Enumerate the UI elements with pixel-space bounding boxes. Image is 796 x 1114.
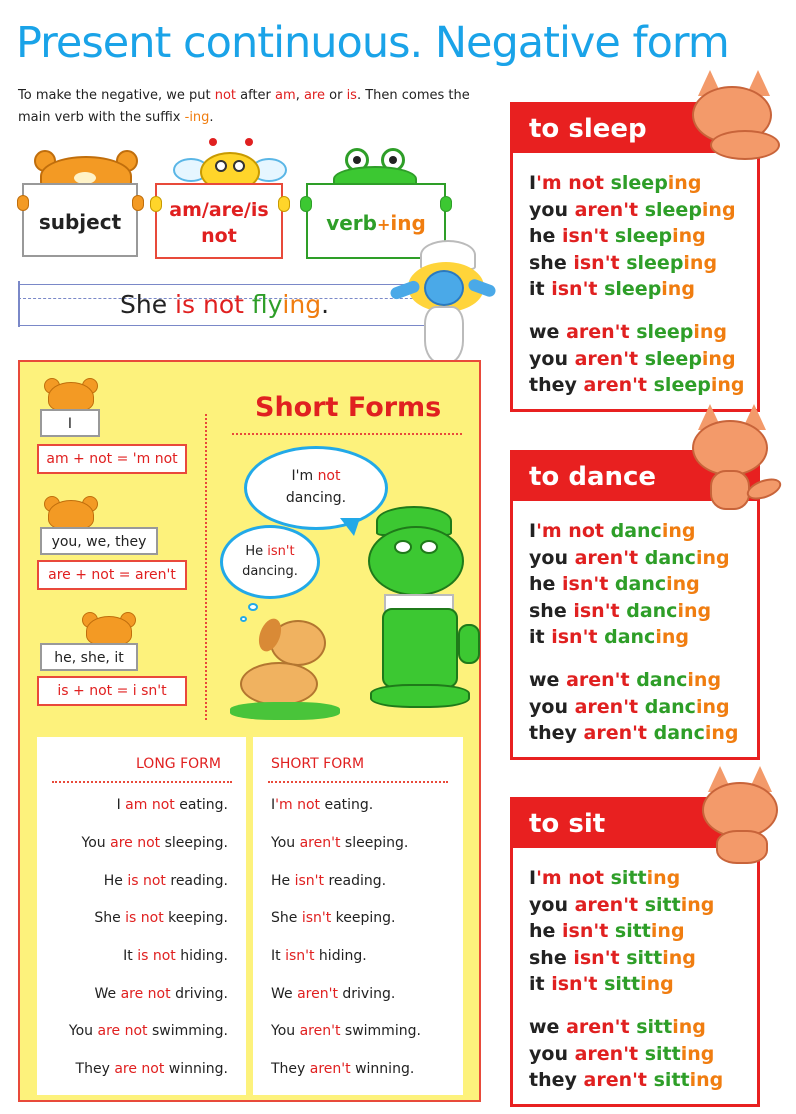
card-title: to sit (513, 800, 757, 848)
conjugation-row (529, 971, 674, 998)
row-subject: They (271, 1061, 310, 1077)
row-aux: are not (110, 835, 161, 851)
conj-subject: he (529, 225, 563, 247)
conj-verb: sitt (636, 1016, 673, 1038)
conj-verb: sitt (644, 893, 681, 916)
fox-icon (690, 766, 786, 866)
conj-ing: ing (695, 546, 730, 569)
long-form-row (123, 948, 228, 964)
example-ing: ing (282, 290, 322, 319)
aux-sign-line2: not (201, 225, 237, 247)
bee-hand-icon (278, 196, 290, 212)
conjugation-row (529, 1067, 723, 1094)
example-sentence (120, 290, 329, 319)
conj-verb: danc (653, 722, 705, 744)
long-form-row (117, 797, 228, 813)
conjugation-row (529, 223, 706, 250)
conj-subject: you (529, 893, 575, 916)
conjugation-row (529, 624, 689, 651)
conj-aux: aren't (566, 321, 637, 343)
row-subject: I (271, 797, 276, 813)
row-subject: You (68, 1023, 98, 1039)
conj-ing: ing (661, 278, 695, 300)
conjugation-row (529, 372, 744, 399)
fox-icon (690, 404, 786, 514)
conj-aux: aren't (574, 198, 645, 221)
intro-part: after (236, 88, 276, 103)
intro-ing: -ing (184, 110, 210, 125)
short-forms-title: Short Forms (255, 392, 442, 423)
pronoun-box-i: I (40, 409, 100, 437)
conj-subject: it (529, 278, 552, 300)
conj-aux: isn't (562, 573, 615, 595)
conj-aux: aren't (583, 374, 654, 396)
ing-suffix: ing (390, 211, 426, 235)
conj-aux: isn't (551, 278, 605, 300)
conjugation-row (529, 865, 680, 892)
conjugation-row (529, 276, 695, 303)
conj-aux: isn't (562, 920, 615, 942)
short-form-row (271, 986, 395, 1002)
frog-hand-icon (440, 196, 452, 212)
conj-aux: aren't (583, 1069, 654, 1091)
thought-dot (248, 603, 258, 611)
conj-aux: aren't (566, 1016, 637, 1038)
row-verb: keeping. (331, 910, 396, 926)
conj-aux: 'm not (536, 867, 611, 889)
row-aux: is not (137, 948, 176, 964)
example-dot: . (321, 290, 330, 319)
conjugation-row (529, 720, 738, 747)
conj-verb: sleep (644, 347, 702, 370)
conj-subject: it (529, 973, 552, 995)
conj-verb: danc (644, 695, 696, 718)
row-subject: You (81, 835, 111, 851)
row-subject: We (94, 986, 121, 1002)
long-form-row (82, 835, 228, 851)
conj-ing: ing (677, 599, 712, 622)
row-verb: driving. (337, 986, 396, 1002)
conjugation-row (529, 346, 736, 373)
bear-icon (44, 496, 98, 530)
intro-is: is (346, 88, 357, 103)
long-form-row (104, 873, 228, 889)
conj-verb: danc (604, 626, 656, 648)
row-verb: reading. (165, 873, 228, 889)
conj-verb: danc (644, 546, 696, 569)
row-verb: winning. (164, 1061, 228, 1077)
row-subject: He (103, 873, 128, 889)
conj-subject: we (529, 321, 567, 343)
conj-ing: ing (650, 920, 685, 942)
bear-icon (82, 612, 136, 646)
conj-ing: ing (646, 867, 681, 889)
rule-box-are: are + not = aren't (37, 560, 187, 590)
row-verb: hiding. (175, 948, 228, 964)
conj-ing: ing (680, 1042, 715, 1065)
conj-aux: aren't (574, 546, 645, 569)
conj-verb: sleep (604, 278, 662, 300)
conj-aux: isn't (573, 599, 627, 622)
row-aux: are not (120, 986, 171, 1002)
page-title: Present continuous. Negative form (16, 18, 729, 68)
conj-aux: aren't (574, 347, 645, 370)
row-verb: sleeping. (160, 835, 228, 851)
conj-verb: danc (626, 599, 678, 622)
pronoun-box-he-she-it: he, she, it (40, 643, 138, 671)
conjugation-row (529, 170, 701, 197)
row-verb: eating. (174, 797, 228, 813)
conj-ing: ing (666, 573, 700, 595)
row-aux: are not (114, 1061, 165, 1077)
conj-verb: sleep (644, 198, 702, 221)
conj-verb: sitt (644, 1042, 681, 1065)
conj-subject: you (529, 546, 575, 569)
long-form-header: LONG FORM (136, 756, 221, 772)
example-is: is (175, 290, 196, 319)
conjugation-row (529, 197, 736, 224)
conj-verb: danc (610, 520, 662, 542)
conj-aux: isn't (573, 251, 627, 274)
row-subject: It (123, 948, 138, 964)
row-aux: is not (125, 910, 164, 926)
pronoun-box-you-we-they: you, we, they (40, 527, 158, 555)
bubble-text-red: isn't (267, 544, 295, 559)
long-form-row (95, 986, 229, 1002)
conj-ing: ing (661, 520, 696, 542)
long-form-row (76, 1061, 228, 1077)
conj-verb: sleep (653, 374, 711, 396)
intro-text (18, 85, 498, 129)
row-verb: reading. (324, 873, 387, 889)
plus-sign: + (376, 215, 391, 234)
conj-aux: isn't (551, 626, 605, 648)
intro-part: . (209, 110, 214, 125)
short-form-header: SHORT FORM (271, 756, 365, 772)
row-aux: isn't (285, 948, 315, 964)
short-form-row (271, 1061, 414, 1077)
conj-ing: ing (672, 1016, 706, 1038)
card-title: to dance (513, 453, 757, 501)
conj-subject: it (529, 626, 552, 648)
conj-subject: he (529, 920, 563, 942)
conj-verb: sitt (653, 1069, 690, 1091)
row-aux: is not (127, 873, 166, 889)
conj-verb: sitt (614, 920, 651, 942)
speech-bubble-he-isnt (220, 525, 320, 599)
bubble-text-red: not (317, 468, 341, 484)
conj-ing: ing (689, 1069, 724, 1091)
row-verb: keeping. (163, 910, 228, 926)
conj-verb: sleep (614, 225, 673, 247)
conjugation-row (529, 1014, 706, 1041)
conj-aux: aren't (574, 893, 645, 916)
frog-hand-icon (300, 196, 312, 212)
long-form-row (69, 1023, 228, 1039)
rule-box-is: is + not = i sn't (37, 676, 187, 706)
row-subject: You (271, 835, 300, 851)
rule-box-am: am + not = 'm not (37, 444, 187, 474)
row-subject: They (75, 1061, 115, 1077)
conjugation-row (529, 319, 727, 346)
row-aux: aren't (309, 1061, 351, 1077)
conj-ing: ing (687, 669, 722, 691)
conj-ing: ing (683, 251, 718, 274)
intro-are: are (303, 88, 325, 103)
conj-verb: sleep (610, 172, 668, 194)
subject-sign: subject (22, 183, 138, 257)
row-aux: 'm not (275, 797, 321, 813)
smurfette-icon (390, 240, 496, 370)
conj-subject: you (529, 198, 575, 221)
intro-part: or (324, 88, 347, 103)
divider-horizontal (232, 433, 462, 435)
conj-aux: aren't (574, 1042, 645, 1065)
row-verb: swimming. (340, 1023, 421, 1039)
conj-aux: isn't (551, 973, 605, 995)
bubble-text: dancing. (242, 564, 298, 579)
intro-part: To make the negative, we put (18, 88, 215, 103)
conj-subject: you (529, 695, 575, 718)
conj-aux: 'm not (536, 172, 611, 194)
conjugation-row (529, 667, 721, 694)
row-subject: I (116, 797, 126, 813)
conj-ing: ing (695, 695, 730, 718)
row-subject: He (271, 873, 295, 889)
bubble-text: dancing. (285, 490, 347, 506)
conj-ing: ing (667, 172, 702, 194)
row-aux: aren't (299, 1023, 341, 1039)
short-form-row (271, 835, 408, 851)
conj-ing: ing (701, 198, 736, 221)
short-form-row (271, 948, 367, 964)
conj-verb: sitt (610, 867, 647, 889)
conj-subject: we (529, 669, 567, 691)
aux-sign (155, 183, 283, 259)
conj-ing: ing (693, 321, 728, 343)
row-verb: sleeping. (340, 835, 409, 851)
conj-aux: 'm not (536, 520, 611, 542)
conj-subject: you (529, 1042, 575, 1065)
conj-subject: they (529, 1069, 584, 1091)
bubble-tail (340, 518, 360, 536)
conj-verb: sleep (626, 251, 684, 274)
row-verb: eating. (320, 797, 374, 813)
row-aux: am not (125, 797, 175, 813)
conj-ing: ing (680, 893, 715, 916)
row-aux: aren't (297, 986, 338, 1002)
conjugation-row (529, 945, 696, 972)
bear-hand-icon (17, 195, 29, 211)
short-form-row (271, 873, 386, 889)
intro-part: . Then comes the main verb with the suffix (18, 88, 470, 125)
bubble-text: He (245, 544, 268, 559)
conj-aux: aren't (566, 669, 637, 691)
conj-subject: they (529, 722, 584, 744)
example-verb: fly (251, 290, 283, 319)
conj-aux: isn't (562, 225, 615, 247)
row-subject: She (94, 910, 126, 926)
intro-part: , (295, 88, 304, 103)
conj-aux: aren't (574, 695, 645, 718)
conj-subject: we (529, 1016, 567, 1038)
conjugation-row (529, 1041, 714, 1068)
row-subject: She (271, 910, 302, 926)
conj-subject: he (529, 573, 563, 595)
long-form-row (94, 910, 228, 926)
short-form-row (271, 1023, 421, 1039)
conj-subject: she (529, 251, 574, 274)
conj-ing: ing (640, 973, 674, 995)
conjugation-row (529, 892, 714, 919)
conj-ing: ing (704, 722, 739, 744)
conj-ing: ing (701, 347, 736, 370)
intro-not: not (214, 88, 237, 103)
aux-sign-line1: am/are/is (169, 199, 269, 221)
conj-aux: isn't (573, 946, 627, 969)
short-form-row (271, 797, 373, 813)
fox-icon (692, 70, 784, 160)
row-verb: driving. (170, 986, 228, 1002)
intro-am: am (275, 88, 296, 103)
conj-ing: ing (662, 946, 696, 969)
example-subject: She (120, 290, 176, 319)
card-title: to sleep (513, 105, 757, 153)
conjugation-row (529, 250, 717, 277)
row-verb: winning. (350, 1061, 415, 1077)
conj-subject: she (529, 599, 574, 622)
conjugation-row (529, 545, 730, 572)
conjugation-row (529, 694, 730, 721)
row-subject: It (271, 948, 286, 964)
conj-verb: danc (614, 573, 667, 595)
row-verb: swimming. (147, 1023, 228, 1039)
conj-subject: I (529, 520, 537, 542)
conj-verb: sitt (604, 973, 641, 995)
short-form-divider (268, 781, 448, 783)
conj-subject: you (529, 347, 575, 370)
conj-subject: I (529, 172, 537, 194)
long-form-divider (52, 781, 232, 783)
conjugation-row (529, 571, 700, 598)
bear-hand-icon (132, 195, 144, 211)
divider-vertical (205, 414, 207, 720)
green-boy-icon (360, 500, 480, 724)
dog-icon (230, 616, 340, 724)
bee-hand-icon (150, 196, 162, 212)
short-form-row (271, 910, 396, 926)
row-verb: hiding. (314, 948, 367, 964)
row-aux: aren't (299, 835, 341, 851)
row-subject: We (271, 986, 298, 1002)
conj-aux: aren't (583, 722, 654, 744)
row-aux: isn't (301, 910, 332, 926)
conj-subject: they (529, 374, 584, 396)
bear-icon (44, 378, 98, 412)
row-aux: isn't (294, 873, 324, 889)
row-aux: are not (97, 1023, 148, 1039)
conj-verb: sleep (636, 321, 694, 343)
row-subject: You (271, 1023, 300, 1039)
conj-verb: danc (636, 669, 688, 691)
conjugation-row (529, 918, 685, 945)
conj-subject: she (529, 946, 574, 969)
conj-verb: sitt (626, 946, 663, 969)
conj-ing: ing (710, 374, 745, 396)
conj-ing: ing (672, 225, 706, 247)
conj-ing: ing (655, 626, 689, 648)
conjugation-row (529, 518, 695, 545)
conjugation-row (529, 598, 711, 625)
conj-subject: I (529, 867, 537, 889)
verb-word: verb (326, 211, 377, 235)
example-not: not (195, 290, 252, 319)
bubble-text: I'm (291, 468, 318, 484)
